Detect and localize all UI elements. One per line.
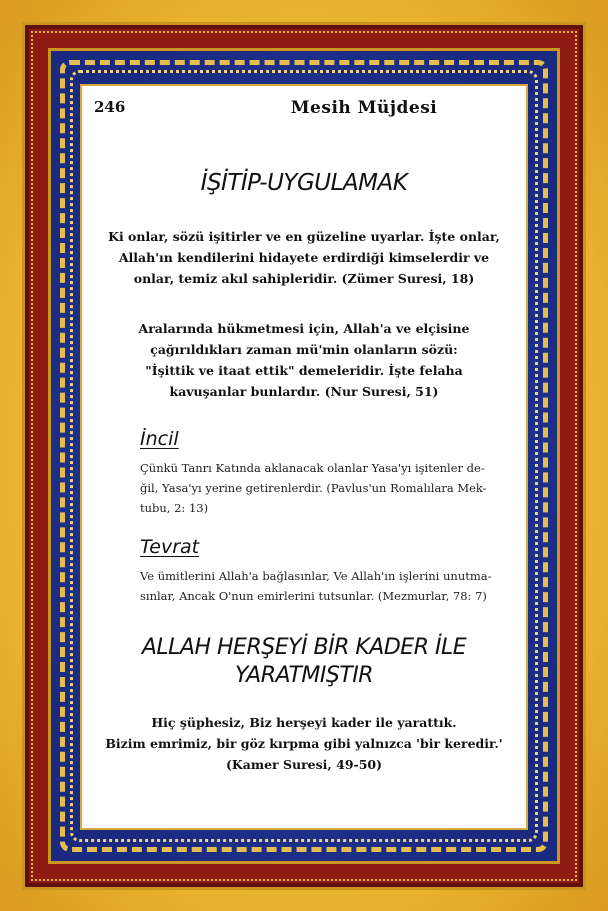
quran-quote-zumer bbox=[102, 226, 506, 289]
body-line: sınlar, Ancak O'nun emirlerini tutsunlar. (Mezmurlar, 78: 7) bbox=[140, 589, 487, 603]
quote-line: Aralarında hükmetmesi için, Allah'a ve elçisine bbox=[138, 321, 470, 336]
text-panel bbox=[80, 84, 528, 830]
body-line: Ve ümitlerini Allah'a bağlasınlar, Ve Allah'ın işlerini unutma- bbox=[140, 569, 492, 583]
page-number: 246 bbox=[94, 98, 126, 116]
title-line: ALLAH HERŞEYİ BİR KADER İLE bbox=[141, 635, 467, 660]
quote-line: çağırıldıkları zaman mü'min olanların sözü: bbox=[150, 342, 458, 357]
title-line: YARATMIŞTIR bbox=[234, 663, 374, 688]
quote-line: "İşittik ve itaat ettik" demeleridir. İşte felaha bbox=[145, 363, 463, 378]
tevrat-quote bbox=[140, 566, 508, 606]
quote-line: Hiç şüphesiz, Biz herşeyi kader ile yarattık. bbox=[151, 715, 457, 730]
subheading-tevrat: Tevrat bbox=[140, 536, 200, 558]
quran-quote-nur bbox=[102, 318, 506, 402]
incil-quote bbox=[140, 458, 508, 518]
body-line: tubu, 2: 13) bbox=[140, 501, 209, 515]
section-title-isitip-uygulamak: İŞİTİP-UYGULAMAK bbox=[200, 170, 408, 196]
body-line: Çünkü Tanrı Katında aklanacak olanlar Yasa'yı işitenler de- bbox=[140, 461, 485, 475]
quote-line: Ki onlar, sözü işitirler ve en güzeline uyarlar. İşte onlar, bbox=[108, 229, 500, 244]
section-title-kader bbox=[82, 634, 526, 690]
running-head: Mesih Müjdesi bbox=[290, 98, 438, 118]
quote-line: kavuşanlar bunlardır. (Nur Suresi, 51) bbox=[169, 384, 439, 399]
subheading-incil: İncil bbox=[140, 428, 179, 450]
quran-quote-kamer bbox=[102, 712, 506, 775]
body-line: ğil, Yasa'yı yerine getirenlerdir. (Pavlus'un Romalılara Mek- bbox=[140, 481, 487, 495]
quote-line: (Kamer Suresi, 49-50) bbox=[225, 757, 383, 772]
quote-line: Bizim emrimiz, bir göz kırpma gibi yalnızca 'bir keredir.' bbox=[105, 736, 503, 751]
quote-line: onlar, temiz akıl sahipleridir. (Zümer Suresi, 18) bbox=[133, 271, 475, 286]
quote-line: Allah'ın kendilerini hidayete erdirdiği kimselerdir ve bbox=[118, 250, 490, 265]
